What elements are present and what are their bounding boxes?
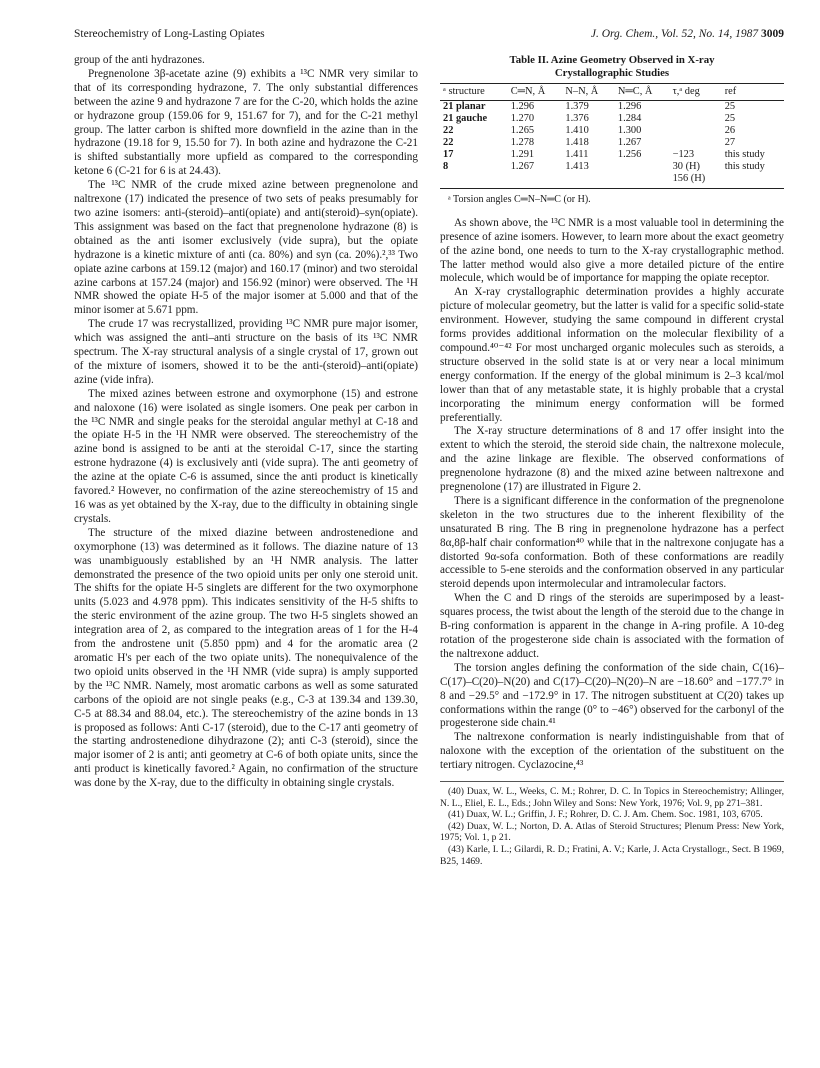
running-title: Stereochemistry of Long-Lasting Opiates	[74, 28, 265, 40]
table-row	[440, 173, 784, 189]
table-cell: 1.376	[565, 112, 589, 124]
table-cell: 30 (H)	[672, 160, 700, 172]
references	[440, 781, 784, 867]
paragraph: When the C and D rings of the steroids are superimposed by a least-squares process, the twist about the length of the steroid due to the change in B-ring conformation is apparent in the change in A-ring profile. A 10-deg rotation of the progesterone side chain is associated with the formation of the naltrexone adduct.	[440, 592, 784, 660]
table-cell: 1.267	[617, 136, 642, 148]
paragraph: There is a significant difference in the conformation of the pregnenolone skeleton in the two structures due to the inherent flexibility of the unsaturated B ring. The B ring in pregnenolone hydrazone has a perfect 8α,8β-half chair conformation⁴⁰ while that in the naltrexone conjugate has a distorted 9α-sofa conformation. Both of these conformations are readily accessible to 5-ene steroids and the conformation observed in any particular steroid depends upon intermolecular and intramolecular factors.	[440, 494, 784, 591]
column-header: ᵃ structure	[440, 84, 508, 101]
table-cell: 1.296	[617, 100, 642, 112]
table-cell: 1.278	[510, 136, 535, 148]
table-cell: 156 (H)	[670, 173, 722, 189]
paragraph: The naltrexone conformation is nearly indistinguishable from that of naloxone with the exception of the orientation of the substituent on the tertiary nitrogen. Cyclazocine,⁴³	[440, 731, 784, 772]
running-header	[74, 28, 784, 40]
paragraph: The X-ray structure determinations of 8 and 17 offer insight into the extent to which the steroid, the steroid side chain, the naltrexone molecule, and the azine linkage are flexible. The observed conformations of pregnenolone hydrazone (8) and the mixed azine between naltrexone and pregnenolone (17) are illustrated in Figure 2.	[440, 425, 784, 494]
table-cell: 1.284	[617, 112, 642, 124]
table-row	[440, 100, 784, 113]
table-cell: this study	[724, 160, 765, 172]
table-cell: 1.267	[510, 160, 535, 172]
table-cell	[508, 173, 563, 189]
table-cell	[562, 173, 615, 189]
table-cell: 22	[443, 124, 454, 136]
table-cell: 1.256	[617, 148, 642, 160]
table-cell: 1.270	[510, 112, 535, 124]
table-title: Table II. Azine Geometry Observed in X-ray Crystallographic Studies	[509, 54, 715, 79]
two-column-body	[74, 54, 784, 867]
page-number: 3009	[761, 28, 784, 40]
journal-citation: J. Org. Chem., Vol. 52, No. 14, 1987 3009	[590, 28, 784, 40]
left-column	[74, 54, 418, 867]
paragraph: group of the anti hydrazones.	[74, 54, 205, 66]
table-cell: 1.411	[565, 148, 589, 160]
table-cell: 17	[443, 148, 454, 160]
table-cell: 26	[724, 124, 736, 136]
column-header: τ,ᵃ deg	[670, 84, 722, 101]
paragraph: The torsion angles defining the conformation of the side chain, C(16)–C(17)–C(20)–N(20) and C(17)–C(20)–N(20)–N are −18.60° and −177.7° in 8 and −29.5° and −172.9° in 17. The nitrogen substituent at C(20) takes up conformations within the range (0° to −46°) observed for the carbonyl of the progesterone side chain.⁴¹	[440, 661, 784, 730]
table-cell	[722, 173, 784, 189]
table-cell: 1.410	[565, 124, 589, 136]
table-cell	[615, 161, 670, 173]
column-header: C═N, Å	[508, 84, 563, 101]
paragraph: As shown above, the ¹³C NMR is a most valuable tool in determining the presence of azine isomers. However, to learn more about the exact geometry of the azine bond, one needs to turn to the X-ray crystallographic method. The latter method would also give a more detailed picture of the entire molecule, which would be of importance for mapping the opiate receptor.	[440, 216, 784, 285]
table-cell: 22	[443, 136, 454, 148]
table-cell: 8	[443, 160, 449, 172]
column-header: N–N, Å	[562, 84, 615, 101]
table-cell: 1.413	[565, 160, 589, 172]
table-cell: 1.265	[510, 124, 535, 136]
reference-entry: (41) Duax, W. L.; Griffin, J. F.; Rohrer, D. C. J. Am. Chem. Soc. 1981, 103, 6705.	[448, 809, 763, 821]
table-footnote: ᵃ Torsion angles C═N–N═C (or H).	[448, 193, 591, 205]
table-cell: 1.291	[510, 148, 535, 160]
right-column	[440, 54, 784, 867]
table-cell	[615, 173, 670, 189]
table-row	[440, 113, 784, 125]
paragraph: The crude 17 was recrystallized, providing ¹³C NMR pure major isomer, which was assigned the anti–anti structure on the basis of its ¹³C NMR spectrum. The X-ray structural analysis of a single crystal of 17, grown out of the mixture of isomers, showed it to be the anti-(steroid)–anti(opiate) azine (vide infra).	[74, 318, 418, 386]
table-cell: −123	[672, 148, 695, 160]
table-cell: this study	[724, 148, 765, 160]
table-cell: 1.296	[510, 100, 535, 112]
reference-entry: (40) Duax, W. L., Weeks, C. M.; Rohrer, D. C. In Topics in Stereochemistry; Allinger, N. L., Eliel, E. L., Eds.; John Wiley and Sons: New York, 1976; Vol. 9, pp 271–381.	[440, 786, 784, 809]
table-cell: 21 planar	[443, 100, 486, 112]
table-row	[440, 161, 784, 173]
reference-entry: (43) Karle, I. L.; Gilardi, R. D.; Fratini, A. V.; Karle, J. Acta Crystallogr., Sect. B 1969, B25, 1469.	[440, 844, 784, 867]
table-cell: 1.418	[565, 136, 589, 148]
table-cell: 25	[724, 112, 736, 124]
paragraph: The mixed azines between estrone and oxymorphone (15) and estrone and naloxone (16) were isolated as single isomers. One peak per carbon in the ¹³C NMR and single peaks for the steroidal angular methyl at C-18 and the opiate H-5 in the ¹H NMR were observed. The stereochemistry of the azine bond is assigned to be anti at the steroidal C-17, since the starting estrone hydrazone (4) is exclusively anti (vide supra). The anti geometry of the azine at the opiate C-6 is assumed, since the anti product is kinetically favored.² However, no confirmation of the azine stereochemistry of 15 and 16 was as yet obtained by the X-ray, due to the difficulty in obtaining single crystals.	[74, 387, 418, 525]
paragraph: The structure of the mixed diazine between androstenedione and oxymorphone (13) was determined as it follows. The diazine nature of 13 was unambiguously established by an ¹H NMR analysis. The latter demonstrated the presence of the two opioid units per only one steroid unit. The shifts for the opiate H-5 singlets are different for the two oxymorphone units (5.023 and 4.978 ppm). This indicates sensitivity of the H-5 shifts to the steric environment of the azine group. The two H-5 singlets showed an integration area of 2, as compared to the integration areas of 1 for the H-4 from the androstene unit (5.850 ppm) and 4 for the aromatic area (2 aromatic H's per each of the two opiate units). The nonequivalence of the two opioid units observed in the ¹H NMR (vide supra) is amply supported by the ¹³C NMR. Namely, most aromatic carbons as well as some saturated carbons of the opioid are not single peaks (e.g., C-3 at 139.34 and 139.30, C-5 at 88.34 and 88.04, etc.). The stereochemistry of the azine bonds in 13 is proposed as follows: Anti C-17 (steroid), due to the C-17 anti geometry of the starting androstenedione dihydrazone (2); anti C-3 (steroid), since the major isomer of 2 is anti; anti geometry at C-6 of both opiate units, since the anti product is kinetically favored.² Again, no confirmation of the structure was done by the X-ray, due to the difficulty in obtaining single crystals.	[74, 526, 418, 790]
column-header: ref	[722, 84, 784, 101]
table-cell: 27	[724, 136, 736, 148]
table-cell	[440, 173, 508, 189]
table-cell: 21 gauche	[443, 112, 488, 124]
azine-geometry-table	[440, 83, 784, 189]
table-row	[440, 149, 784, 161]
right-column-text	[440, 217, 784, 773]
table-cell	[670, 113, 722, 125]
paragraph: The ¹³C NMR of the crude mixed azine between pregnenolone and naltrexone (17) indicated the presence of two sets of peaks presumably for two azine isomers: anti-(steroid)–anti(opiate) and anti(steroid)–syn(opiate). This assignment was based on the fact that pregnenolone hydrazone (8) is obtained as the anti isomer exclusively (vide supra), but the opiate hydrazone is a kinetic mixture of anti (ca. 80%) and syn (ca. 20%).²,³³ Two opiate azine carbons at 159.12 (major) and 160.17 (minor) and two steroidal azine carbons at 157.24 (major) and 156.92 (minor) were observed. The ¹H NMR showed the opiate H-5 of the major isomer at 5.000 and that of the minor isomer at 5.671 ppm.	[74, 179, 418, 317]
table-cell: 1.379	[565, 100, 589, 112]
column-header: N═C, Å	[615, 84, 670, 101]
reference-entry: (42) Duax, W. L.; Norton, D. A. Atlas of Steroid Structures; Plenum Press: New York, 1975; Vol. 1, p 21.	[440, 820, 784, 844]
paragraph: An X-ray crystallographic determination provides a highly accurate picture of molecular geometry, but the latter is valid for a specific solid-state environment. However, studying the same compound in different crystal forms provides additional information on the molecular flexibility of a compound.⁴⁰⁻⁴² For most uncharged organic molecules such as steroids, a structure observed in the solid state is at or very near a local minimum energy conformation. If the energy of the global minimum is 2–3 kcal/mol lower than that of any metastable state, it is highly probable that a crystal incorporating the minimum energy conformation will be formed preferentially.	[440, 286, 784, 424]
table-row	[440, 125, 784, 137]
table-cell	[670, 100, 722, 113]
table-cell: 1.300	[617, 124, 642, 136]
table-cell	[670, 125, 722, 137]
table-row	[440, 137, 784, 149]
table-cell: 25	[724, 100, 736, 112]
paragraph: Pregnenolone 3β-acetate azine (9) exhibits a ¹³C NMR very similar to that of its corresponding hydrazone, 7. The only substantial differences between the azine 9 and hydrazone 7 are for the C-20, which holds the azine or hydrazone group (159.06 for 9, 151.67 for 7), and for the C-21 methyl group. The latter carbon is shifted more downfield in the azine than in the hydrazone (19.18 for 9, 15.50 for 7). In both azine and hydrazone the C-21 is shifted substantially more upfield as compared to the corresponding ketone 6 (C-21 for 6 is at 24.43).	[74, 67, 418, 178]
table-header-row	[440, 84, 784, 101]
table-cell	[670, 137, 722, 149]
